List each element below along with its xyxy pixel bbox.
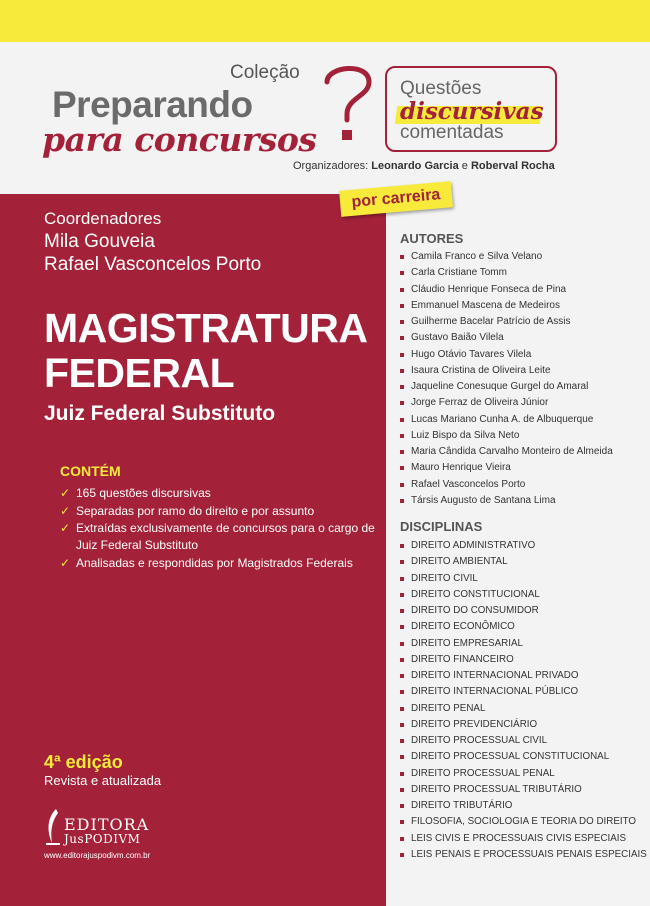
bullet-icon bbox=[400, 483, 404, 487]
author-item bbox=[400, 428, 645, 444]
check-icon: ✓ bbox=[60, 486, 71, 500]
book-subtitle: Juiz Federal Substituto bbox=[44, 402, 276, 425]
discipline-item bbox=[400, 782, 645, 798]
bullet-icon bbox=[400, 255, 404, 259]
author-item bbox=[400, 282, 645, 298]
publisher-logo-icon bbox=[44, 807, 62, 847]
discipline-name: DIREITO PROCESSUAL CIVIL bbox=[411, 735, 548, 746]
discipline-name: DIREITO EMPRESARIAL bbox=[411, 637, 523, 649]
discipline-name: DIREITO PENAL bbox=[411, 702, 486, 714]
discipline-item bbox=[400, 603, 645, 619]
list-item bbox=[60, 555, 380, 572]
bullet-icon bbox=[400, 593, 404, 597]
bullet-icon bbox=[400, 466, 404, 470]
series-title: Preparando bbox=[52, 84, 253, 125]
bullet-icon bbox=[400, 642, 404, 646]
discipline-item bbox=[400, 717, 645, 733]
list-item bbox=[60, 520, 380, 554]
bullet-icon bbox=[400, 271, 404, 275]
bullet-icon bbox=[400, 544, 404, 548]
discursivas-label: discursivas bbox=[400, 98, 544, 125]
comentadas-label: comentadas bbox=[400, 122, 504, 143]
discipline-item bbox=[400, 538, 645, 554]
author-name: Isaura Cristina de Oliveira Leite bbox=[411, 364, 551, 376]
bullet-icon bbox=[400, 739, 404, 743]
contem-item-text: Extraídas exclusivamente de concursos para o cargo de Juiz Federal Substituto bbox=[76, 521, 375, 552]
discipline-name: LEIS PENAIS E PROCESSUAIS PENAIS ESPECIAIS bbox=[411, 848, 647, 860]
author-name: Carla Cristiane Tomm bbox=[411, 267, 507, 279]
author-item bbox=[400, 347, 645, 363]
discipline-item bbox=[400, 701, 645, 717]
author-name: Jaqueline Conesuque Gurgel do Amaral bbox=[411, 381, 589, 392]
bullet-icon bbox=[400, 336, 404, 340]
author-item bbox=[400, 265, 645, 281]
publisher-website: www.editorajuspodivm.com.br bbox=[44, 851, 151, 860]
bullet-icon bbox=[400, 320, 404, 324]
question-mark-icon bbox=[313, 58, 383, 148]
disciplines-list bbox=[400, 538, 645, 863]
bullet-icon bbox=[400, 609, 404, 613]
author-name: Luiz Bispo da Silva Neto bbox=[411, 429, 520, 441]
discipline-item bbox=[400, 619, 645, 635]
bullet-icon bbox=[400, 674, 404, 678]
bullet-icon bbox=[400, 499, 404, 503]
questoes-label: Questões bbox=[400, 78, 482, 99]
organizer-name-2: Roberval Rocha bbox=[470, 160, 555, 172]
discipline-name: DIREITO TRIBUTÁRIO bbox=[411, 800, 513, 811]
discipline-name: DIREITO PROCESSUAL CONSTITUCIONAL bbox=[411, 751, 610, 763]
bullet-icon bbox=[400, 369, 404, 373]
check-icon: ✓ bbox=[60, 503, 71, 518]
publisher-name: EDITORA bbox=[64, 815, 150, 834]
contem-item-text: 165 questões discursivas bbox=[76, 486, 211, 500]
author-name: Camila Franco e Silva Velano bbox=[411, 251, 543, 262]
collection-label: Coleção bbox=[230, 62, 300, 83]
discipline-item bbox=[400, 798, 645, 814]
author-name: Lucas Mariano Cunha A. de Albuquerque bbox=[411, 413, 594, 425]
discipline-item bbox=[400, 733, 645, 749]
discipline-item bbox=[400, 766, 645, 782]
revision-label: Revista e atualizada bbox=[44, 773, 162, 788]
coordinator-2: Rafael Vasconcelos Porto bbox=[44, 254, 262, 275]
author-item bbox=[400, 395, 645, 411]
organizers-line bbox=[293, 160, 555, 172]
author-item bbox=[400, 330, 645, 346]
author-name: Cláudio Henrique Fonseca de Pina bbox=[411, 283, 567, 295]
bullet-icon bbox=[400, 418, 404, 422]
author-item bbox=[400, 493, 645, 509]
discipline-name: LEIS CIVIS E PROCESSUAIS CIVIS ESPECIAIS bbox=[411, 832, 627, 844]
discipline-name: DIREITO DO CONSUMIDOR bbox=[411, 605, 539, 616]
coordinators-title: Coordenadores bbox=[44, 209, 162, 228]
discipline-item bbox=[400, 554, 645, 570]
bullet-icon bbox=[400, 577, 404, 581]
bullet-icon bbox=[400, 690, 404, 694]
coordinator-1: Mila Gouveia bbox=[44, 231, 155, 252]
bullet-icon bbox=[400, 560, 404, 564]
bullet-icon bbox=[400, 853, 404, 857]
author-item bbox=[400, 314, 645, 330]
authors-list bbox=[400, 249, 645, 509]
bullet-icon bbox=[400, 304, 404, 308]
author-item bbox=[400, 460, 645, 476]
organizers-and: e bbox=[461, 160, 468, 172]
bullet-icon bbox=[400, 820, 404, 824]
discipline-item bbox=[400, 668, 645, 684]
author-name: Jorge Ferraz de Oliveira Júnior bbox=[411, 397, 549, 409]
author-name: Gustavo Baião Vilela bbox=[411, 332, 504, 344]
discipline-name: DIREITO CONSTITUCIONAL bbox=[411, 588, 540, 600]
discipline-name: DIREITO AMBIENTAL bbox=[411, 556, 508, 568]
edition-label: 4ª edição bbox=[44, 752, 123, 772]
disciplines-title: DISCIPLINAS bbox=[400, 519, 483, 534]
discipline-name: DIREITO PREVIDENCIÁRIO bbox=[411, 718, 538, 730]
discipline-item bbox=[400, 831, 645, 847]
author-item bbox=[400, 412, 645, 428]
organizers-label: Organizadores: bbox=[293, 160, 369, 172]
bullet-icon bbox=[400, 385, 404, 389]
author-name: Mauro Henrique Vieira bbox=[411, 462, 511, 474]
author-item bbox=[400, 477, 645, 493]
check-icon: ✓ bbox=[60, 555, 71, 570]
check-icon: ✓ bbox=[60, 521, 71, 535]
organizer-name-1: Leonardo Garcia bbox=[371, 160, 459, 172]
contem-list bbox=[60, 485, 380, 572]
discipline-item bbox=[400, 847, 645, 863]
contem-title: CONTÉM bbox=[60, 463, 121, 479]
author-name: Társis Augusto de Santana Lima bbox=[411, 494, 556, 506]
author-name: Hugo Otávio Tavares Vilela bbox=[411, 348, 532, 360]
bullet-icon bbox=[400, 723, 404, 727]
bullet-icon bbox=[400, 804, 404, 808]
bullet-icon bbox=[400, 788, 404, 792]
publisher-brand: JusPODIVM bbox=[64, 832, 141, 846]
list-item bbox=[60, 485, 380, 502]
discipline-item bbox=[400, 684, 645, 700]
discipline-item bbox=[400, 587, 645, 603]
author-item bbox=[400, 379, 645, 395]
author-item bbox=[400, 444, 645, 460]
bullet-icon bbox=[400, 401, 404, 405]
discipline-item bbox=[400, 652, 645, 668]
author-item bbox=[400, 298, 645, 314]
bullet-icon bbox=[400, 450, 404, 454]
discipline-item bbox=[400, 636, 645, 652]
book-title-line-2: FEDERAL bbox=[44, 350, 235, 396]
series-subtitle: para concursos bbox=[42, 120, 317, 159]
discipline-item bbox=[400, 814, 645, 830]
top-yellow-band bbox=[0, 0, 650, 42]
bullet-icon bbox=[400, 625, 404, 629]
bullet-icon bbox=[400, 707, 404, 711]
author-name: Rafael Vasconcelos Porto bbox=[411, 478, 526, 490]
discipline-name: FILOSOFIA, SOCIOLOGIA E TEORIA DO DIREITO bbox=[411, 816, 637, 828]
bullet-icon bbox=[400, 772, 404, 776]
discipline-name: DIREITO INTERNACIONAL PRIVADO bbox=[411, 670, 579, 681]
discipline-name: DIREITO FINANCEIRO bbox=[411, 653, 514, 665]
author-item bbox=[400, 249, 645, 265]
discipline-name: DIREITO PROCESSUAL PENAL bbox=[411, 767, 555, 779]
discipline-name: DIREITO PROCESSUAL TRIBUTÁRIO bbox=[411, 783, 582, 795]
bullet-icon bbox=[400, 353, 404, 357]
book-title-line-1: MAGISTRATURA bbox=[44, 305, 368, 351]
discipline-name: DIREITO ECONÔMICO bbox=[411, 621, 515, 633]
contem-item-text: Separadas por ramo do direito e por assunto bbox=[76, 503, 315, 518]
author-name: Maria Cândida Carvalho Monteiro de Almeida bbox=[411, 446, 613, 457]
bullet-icon bbox=[400, 288, 404, 292]
discipline-name: DIREITO INTERNACIONAL PÚBLICO bbox=[411, 686, 579, 698]
author-name: Emmanuel Mascena de Medeiros bbox=[411, 299, 560, 311]
discipline-item bbox=[400, 749, 645, 765]
author-name: Guilherme Bacelar Patrício de Assis bbox=[411, 316, 571, 327]
badge-label: por carreira bbox=[350, 186, 441, 211]
author-item bbox=[400, 363, 645, 379]
bullet-icon bbox=[400, 755, 404, 759]
discipline-name: DIREITO CIVIL bbox=[411, 572, 478, 584]
authors-title: AUTORES bbox=[400, 231, 464, 246]
discipline-item bbox=[400, 571, 645, 587]
bullet-icon bbox=[400, 837, 404, 841]
bullet-icon bbox=[400, 658, 404, 662]
contem-item-text: Analisadas e respondidas por Magistrados Federais bbox=[76, 555, 353, 570]
list-item bbox=[60, 503, 380, 520]
discipline-name: DIREITO ADMINISTRATIVO bbox=[411, 540, 536, 551]
bullet-icon bbox=[400, 434, 404, 438]
